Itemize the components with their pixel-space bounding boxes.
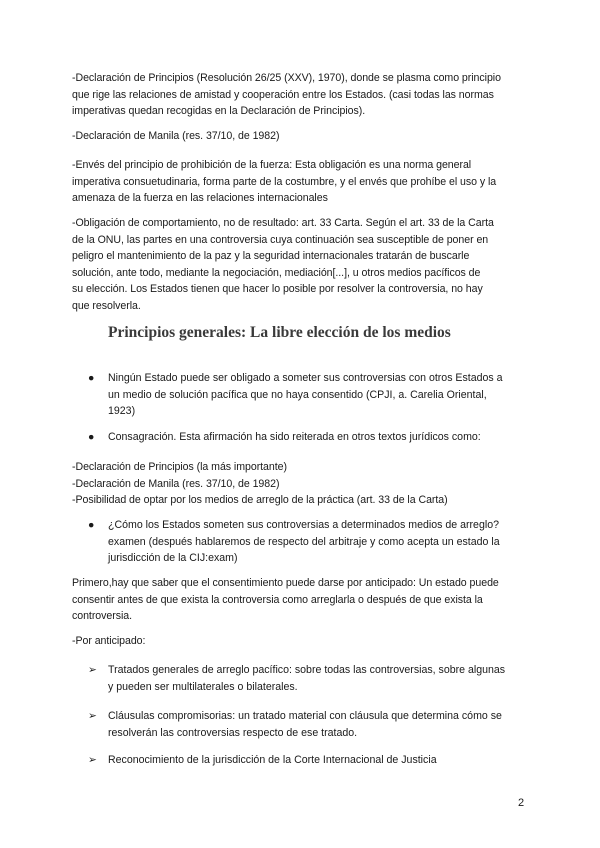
bullet-text [108, 708, 502, 741]
text-line: -Por anticipado: [72, 635, 146, 647]
page-number: 2 [518, 797, 525, 809]
text-line: -Obligación de comportamiento, no de resultado: art. 33 Carta. Según el art. 33 de la Carta [72, 217, 494, 229]
paragraph-declaracion-principios [72, 70, 532, 120]
bullet-text [108, 752, 437, 769]
bullet-text [108, 429, 481, 446]
bullet-text [108, 370, 503, 420]
text-line: un medio de solución pacífica que no haya consentido (CPJI, a. Carelia Oriental, [108, 388, 487, 401]
text-line: de la ONU, las partes en una controversia cuya continuación sea susceptible de poner en [72, 233, 489, 246]
text-line: -Declaración de Principios (la más importante) [72, 461, 287, 473]
arrow-bullet-icon: ➢ [88, 710, 97, 722]
text-line: -Declaración de Principios (Resolución 26/25 (XXV), 1970), donde se plasma como principio [72, 72, 501, 84]
paragraph-declaracion-manila [72, 128, 532, 145]
text-line: Consagración. Esta afirmación ha sido reiterada en otros textos jurídicos como: [108, 431, 481, 443]
text-line: su elección. Los Estados tienen que hacer lo posible por resolver la controversia, no hay [72, 283, 483, 295]
text-line: -Envés del principio de prohibición de la fuerza: Esta obligación es una norma general [72, 159, 472, 171]
paragraph-obligacion-comportamiento [72, 215, 532, 314]
text-line: resolverán las controversias respecto de ese tratado. [108, 726, 358, 739]
arrow-bullet-icon: ➢ [88, 664, 97, 676]
bullet-dot-icon: ● [88, 519, 95, 531]
text-line: ¿Cómo los Estados someten sus controversias a determinados medios de arreglo? [108, 519, 499, 531]
arrow-bullet-icon: ➢ [88, 754, 97, 766]
text-line: peligro el mantenimiento de la paz y la seguridad internacionales tratarán de buscarle [72, 250, 470, 262]
text-line: consentir antes de que exista la controversia como arreglarla o después de que exista la [72, 593, 483, 606]
text-line: y pueden ser multilaterales o bilaterales. [108, 680, 298, 693]
bullet-dot-icon: ● [88, 372, 95, 384]
bullet-text [108, 662, 505, 695]
text-line: Tratados generales de arreglo pacífico: sobre todas las controversias, sobre algunas [108, 664, 506, 676]
text-line: amenaza de la fuerza en las relaciones internacionales [72, 192, 328, 204]
paragraph-enves-fuerza [72, 157, 532, 207]
bullet-text [108, 517, 500, 567]
text-line: -Declaración de Manila (res. 37/10, de 1982) [72, 130, 280, 142]
paragraph-consentimiento [72, 575, 532, 625]
section-heading: Principios generales: La libre elección de los medios [108, 324, 451, 341]
text-line: Primero,hay que saber que el consentimiento puede darse por anticipado: Un estado puede [72, 577, 499, 589]
text-line: imperativa consuetudinaria, forma parte de la costumbre, y el envés que prohíbe el uso y la [72, 175, 497, 188]
text-line: solución, ante todo, mediante la negociación, mediación[...], u otros medios pacíficos de [72, 266, 481, 279]
text-line: Cláusulas compromisorias: un tratado material con cláusula que determina cómo se [108, 710, 502, 722]
text-line: que resolverla. [72, 299, 141, 312]
text-line: jurisdicción de la CIJ:exam) [108, 552, 238, 564]
text-line: examen (después hablaremos de respecto del arbitraje y como acepta un estado la [108, 535, 500, 548]
text-line: -Declaración de Manila (res. 37/10, de 1982) [72, 477, 280, 490]
text-line: -Posibilidad de optar por los medios de arreglo de la práctica (art. 33 de la Carta) [72, 494, 448, 506]
bullet-dot-icon: ● [88, 431, 95, 443]
text-line: 1923) [108, 405, 136, 417]
text-line: que rige las relaciones de amistad y cooperación entre los Estados. (casi todas las normas [72, 88, 494, 101]
text-line: Reconocimiento de la jurisdicción de la Corte Internacional de Justicia [108, 754, 437, 766]
text-line: imperativas quedan recogidas en la Declaración de Principios). [72, 105, 366, 117]
paragraph-lista-declaraciones [72, 459, 532, 509]
paragraph-por-anticipado [72, 633, 532, 650]
text-line: controversia. [72, 610, 132, 622]
text-line: Ningún Estado puede ser obligado a someter sus controversias con otros Estados a [108, 372, 503, 384]
